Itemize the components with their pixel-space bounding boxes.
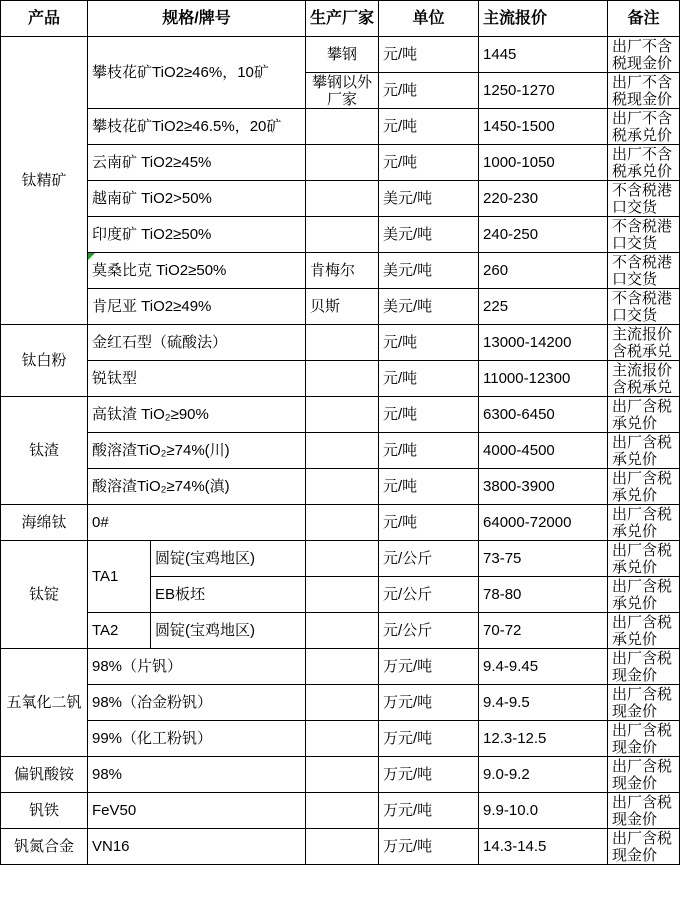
maker-cell — [306, 577, 379, 613]
product-cell: 钒氮合金 — [1, 829, 88, 865]
unit-cell: 元/公斤 — [379, 541, 479, 577]
price-cell: 14.3-14.5 — [479, 829, 608, 865]
maker-cell — [306, 613, 379, 649]
header-price: 主流报价 — [479, 1, 608, 37]
table-row — [1, 397, 680, 433]
unit-cell: 元/吨 — [379, 145, 479, 181]
price-cell: 1450-1500 — [479, 109, 608, 145]
price-cell: 6300-6450 — [479, 397, 608, 433]
unit-cell: 元/吨 — [379, 109, 479, 145]
note-cell: 出厂含税承兑价 — [608, 433, 680, 469]
spec-cell: 锐钛型 — [88, 361, 306, 397]
product-cell: 海绵钛 — [1, 505, 88, 541]
note-cell: 出厂含税现金价 — [608, 649, 680, 685]
note-cell: 出厂含税现金价 — [608, 757, 680, 793]
unit-cell: 元/吨 — [379, 37, 479, 73]
table-row — [1, 469, 680, 505]
maker-cell — [306, 109, 379, 145]
price-cell: 78-80 — [479, 577, 608, 613]
note-cell: 出厂不含税现金价 — [608, 37, 680, 73]
grade-cell: TA2 — [88, 613, 151, 649]
spec-cell: 金红石型（硫酸法） — [88, 325, 306, 361]
table-row — [1, 685, 680, 721]
unit-cell: 元/吨 — [379, 325, 479, 361]
header-spec: 规格/牌号 — [88, 1, 306, 37]
maker-cell — [306, 721, 379, 757]
table-row — [1, 361, 680, 397]
table-row — [1, 505, 680, 541]
spec-cell: 攀枝花矿TiO2≥46.5%，20矿 — [88, 109, 306, 145]
spec-cell: 云南矿 TiO2≥45% — [88, 145, 306, 181]
table-row — [1, 793, 680, 829]
type-cell: 圆锭(宝鸡地区) — [151, 613, 306, 649]
unit-cell: 美元/吨 — [379, 181, 479, 217]
maker-cell — [306, 217, 379, 253]
note-cell: 出厂不含税现金价 — [608, 73, 680, 109]
price-cell: 9.9-10.0 — [479, 793, 608, 829]
unit-cell: 元/公斤 — [379, 577, 479, 613]
unit-cell: 万元/吨 — [379, 793, 479, 829]
header-unit: 单位 — [379, 1, 479, 37]
price-cell: 220-230 — [479, 181, 608, 217]
note-cell: 出厂不含税承兑价 — [608, 109, 680, 145]
table-row — [1, 757, 680, 793]
spec-cell: 莫桑比克 TiO2≥50% — [88, 253, 306, 289]
spec-cell: 印度矿 TiO2≥50% — [88, 217, 306, 253]
header-row — [1, 1, 680, 37]
unit-cell: 万元/吨 — [379, 649, 479, 685]
comment-marker-icon — [88, 253, 95, 260]
maker-cell — [306, 433, 379, 469]
unit-cell: 元/吨 — [379, 361, 479, 397]
note-cell: 出厂不含税承兑价 — [608, 145, 680, 181]
price-cell: 225 — [479, 289, 608, 325]
unit-cell: 万元/吨 — [379, 757, 479, 793]
product-cell: 钒铁 — [1, 793, 88, 829]
grade-cell: TA1 — [88, 541, 151, 613]
note-cell: 不含税港口交货 — [608, 289, 680, 325]
spec-cell: 98%（片钒） — [88, 649, 306, 685]
price-cell: 13000-14200 — [479, 325, 608, 361]
note-cell: 出厂含税承兑价 — [608, 505, 680, 541]
unit-cell: 美元/吨 — [379, 253, 479, 289]
price-cell: 70-72 — [479, 613, 608, 649]
note-cell: 出厂含税承兑价 — [608, 577, 680, 613]
price-cell: 240-250 — [479, 217, 608, 253]
spec-cell: 酸溶渣TiO₂≥74%(滇) — [88, 469, 306, 505]
note-cell: 出厂含税承兑价 — [608, 613, 680, 649]
spec-cell: 越南矿 TiO2>50% — [88, 181, 306, 217]
unit-cell: 美元/吨 — [379, 289, 479, 325]
price-cell: 3800-3900 — [479, 469, 608, 505]
price-cell: 4000-4500 — [479, 433, 608, 469]
table-row — [1, 109, 680, 145]
table-row — [1, 541, 680, 577]
spec-cell: 98%（冶金粉钒） — [88, 685, 306, 721]
note-cell: 出厂含税现金价 — [608, 721, 680, 757]
maker-cell — [306, 757, 379, 793]
price-cell: 1250-1270 — [479, 73, 608, 109]
spec-cell: 98% — [88, 757, 306, 793]
product-cell: 偏钒酸铵 — [1, 757, 88, 793]
table-row — [1, 181, 680, 217]
table-row — [1, 325, 680, 361]
maker-cell — [306, 541, 379, 577]
note-cell: 主流报价含税承兑 — [608, 361, 680, 397]
price-cell: 9.0-9.2 — [479, 757, 608, 793]
note-cell: 出厂含税现金价 — [608, 793, 680, 829]
table-row — [1, 649, 680, 685]
spec-cell: 0# — [88, 505, 306, 541]
spec-cell: 酸溶渣TiO₂≥74%(川) — [88, 433, 306, 469]
price-cell: 11000-12300 — [479, 361, 608, 397]
maker-cell: 贝斯 — [306, 289, 379, 325]
note-cell: 不含税港口交货 — [608, 217, 680, 253]
maker-cell — [306, 649, 379, 685]
spec-cell: 99%（化工粉钒） — [88, 721, 306, 757]
unit-cell: 元/吨 — [379, 73, 479, 109]
price-cell: 9.4-9.5 — [479, 685, 608, 721]
maker-cell — [306, 397, 379, 433]
table-row — [1, 613, 680, 649]
spec-cell: 肯尼亚 TiO2≥49% — [88, 289, 306, 325]
maker-cell — [306, 181, 379, 217]
table-row — [1, 145, 680, 181]
table-row — [1, 433, 680, 469]
maker-cell — [306, 145, 379, 181]
note-cell: 出厂含税承兑价 — [608, 397, 680, 433]
unit-cell: 元/公斤 — [379, 613, 479, 649]
maker-cell — [306, 829, 379, 865]
unit-cell: 万元/吨 — [379, 721, 479, 757]
header-note: 备注 — [608, 1, 680, 37]
table-row — [1, 721, 680, 757]
maker-cell — [306, 685, 379, 721]
note-cell: 主流报价含税承兑 — [608, 325, 680, 361]
table-row — [1, 253, 680, 289]
note-cell: 不含税港口交货 — [608, 253, 680, 289]
type-cell: EB板坯 — [151, 577, 306, 613]
note-cell: 出厂含税现金价 — [608, 685, 680, 721]
note-cell: 出厂含税承兑价 — [608, 469, 680, 505]
header-product: 产品 — [1, 1, 88, 37]
price-cell: 1000-1050 — [479, 145, 608, 181]
note-cell: 出厂含税现金价 — [608, 829, 680, 865]
product-cell: 钛渣 — [1, 397, 88, 505]
maker-cell — [306, 325, 379, 361]
table-row — [1, 37, 680, 73]
note-cell: 出厂含税承兑价 — [608, 541, 680, 577]
table-row — [1, 289, 680, 325]
note-cell: 不含税港口交货 — [608, 181, 680, 217]
price-cell: 9.4-9.45 — [479, 649, 608, 685]
price-cell: 260 — [479, 253, 608, 289]
unit-cell: 元/吨 — [379, 469, 479, 505]
maker-cell: 肯梅尔 — [306, 253, 379, 289]
table-row — [1, 829, 680, 865]
price-cell: 1445 — [479, 37, 608, 73]
maker-cell — [306, 505, 379, 541]
maker-cell — [306, 469, 379, 505]
product-cell: 钛锭 — [1, 541, 88, 649]
type-cell: 圆锭(宝鸡地区) — [151, 541, 306, 577]
price-cell: 12.3-12.5 — [479, 721, 608, 757]
price-cell: 64000-72000 — [479, 505, 608, 541]
unit-cell: 万元/吨 — [379, 685, 479, 721]
product-cell: 五氧化二钒 — [1, 649, 88, 757]
unit-cell: 美元/吨 — [379, 217, 479, 253]
product-cell: 钛精矿 — [1, 37, 88, 325]
maker-cell: 攀钢以外厂家 — [306, 73, 379, 109]
unit-cell: 元/吨 — [379, 505, 479, 541]
product-cell: 钛白粉 — [1, 325, 88, 397]
header-maker: 生产厂家 — [306, 1, 379, 37]
unit-cell: 元/吨 — [379, 397, 479, 433]
unit-cell: 万元/吨 — [379, 829, 479, 865]
spec-cell: FeV50 — [88, 793, 306, 829]
spec-cell: 高钛渣 TiO₂≥90% — [88, 397, 306, 433]
spec-cell: 攀枝花矿TiO2≥46%，10矿 — [88, 37, 306, 109]
table-row — [1, 217, 680, 253]
maker-cell: 攀钢 — [306, 37, 379, 73]
price-cell: 73-75 — [479, 541, 608, 577]
maker-cell — [306, 793, 379, 829]
unit-cell: 元/吨 — [379, 433, 479, 469]
maker-cell — [306, 361, 379, 397]
spec-cell: VN16 — [88, 829, 306, 865]
